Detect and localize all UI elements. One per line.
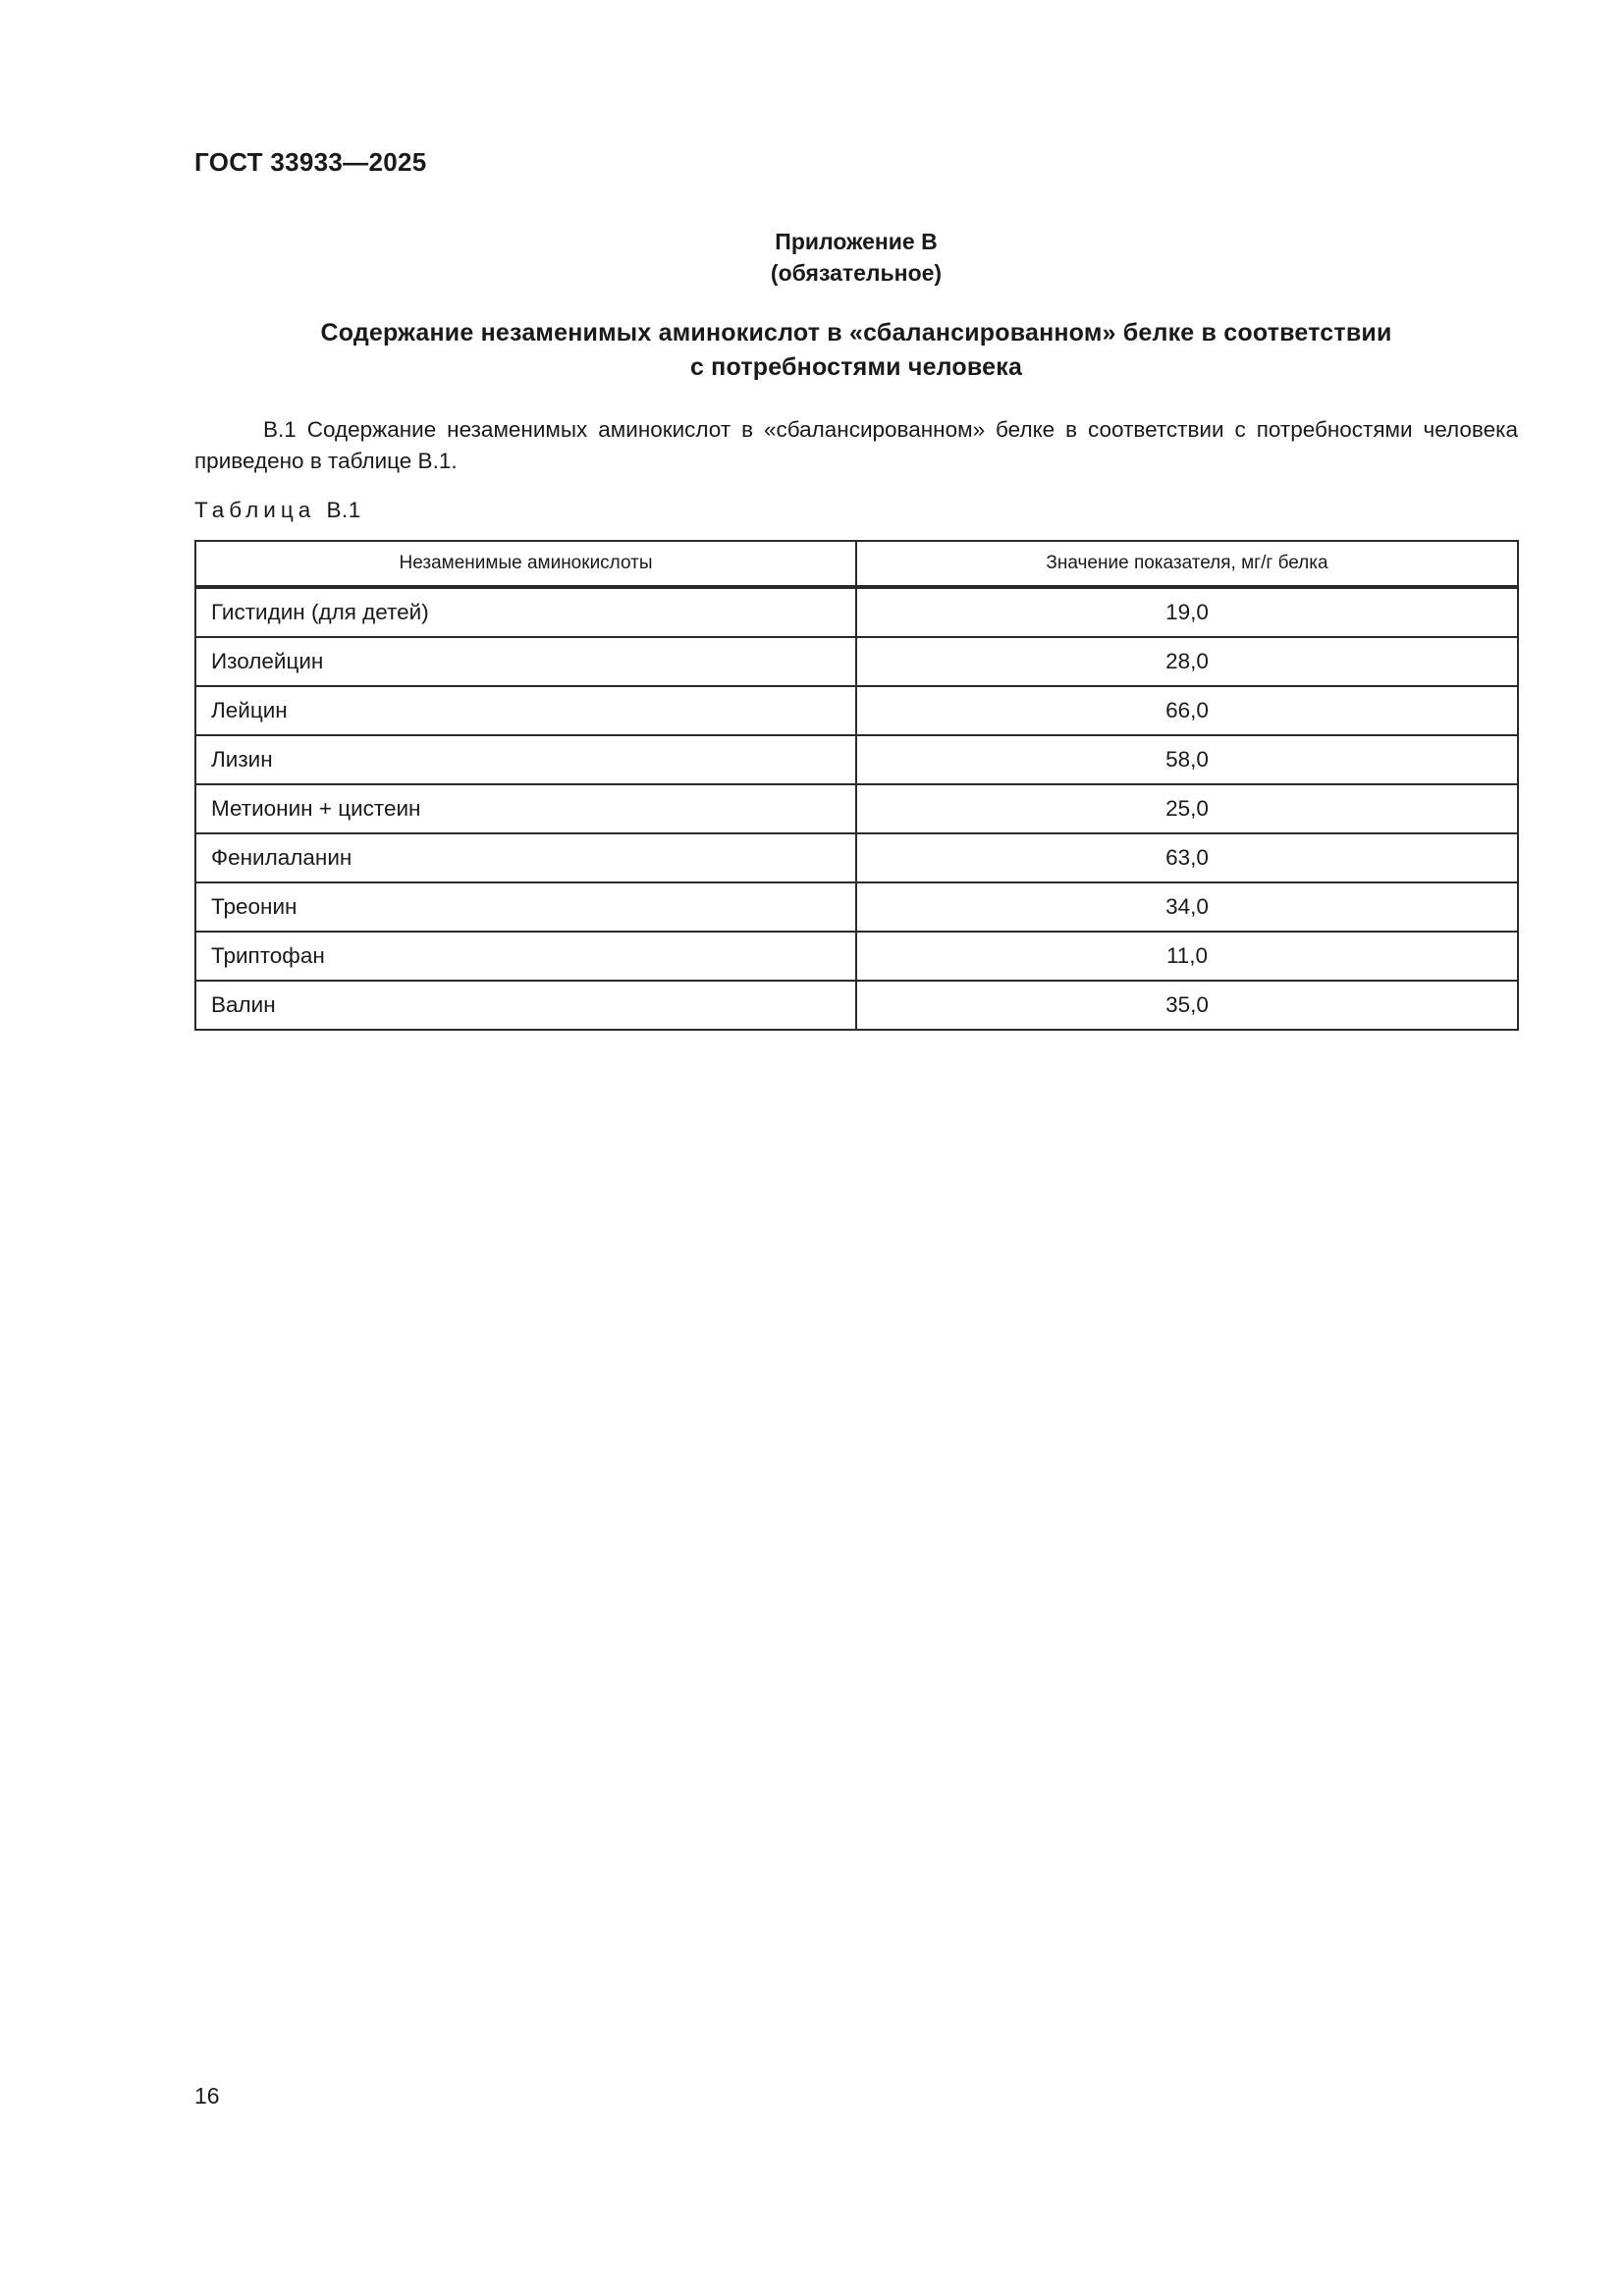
table-row bbox=[195, 833, 1518, 882]
table-row bbox=[195, 686, 1518, 735]
row-name: Метионин + цистеин bbox=[195, 784, 856, 833]
table-row bbox=[195, 637, 1518, 686]
table-row bbox=[195, 882, 1518, 932]
row-name: Треонин bbox=[195, 882, 856, 932]
row-name: Лейцин bbox=[195, 686, 856, 735]
row-value: 34,0 bbox=[856, 882, 1518, 932]
table-caption bbox=[194, 498, 361, 523]
row-name: Фенилаланин bbox=[195, 833, 856, 882]
table-row bbox=[195, 784, 1518, 833]
appendix-status: (обязательное) bbox=[770, 260, 943, 286]
row-value: 66,0 bbox=[856, 686, 1518, 735]
row-name: Лизин bbox=[195, 735, 856, 784]
body-paragraph: В.1 Содержание незаменимых аминокислот в «сбалансированном» белке в соответствии с потребностями человека приведено в таблице В.1. bbox=[194, 417, 1518, 473]
table-header-row bbox=[195, 541, 1518, 587]
row-name: Триптофан bbox=[195, 932, 856, 981]
section-heading-line-2: с потребностями человека bbox=[689, 353, 1023, 381]
row-value: 19,0 bbox=[856, 587, 1518, 637]
header-amino-acids: Незаменимые аминокислоты bbox=[195, 541, 856, 587]
section-heading-line-1: Содержание незаменимых аминокислот в «сбалансированном» белке в соответствии bbox=[320, 319, 1392, 347]
row-value: 35,0 bbox=[856, 981, 1518, 1030]
row-name: Валин bbox=[195, 981, 856, 1030]
table-row bbox=[195, 932, 1518, 981]
page-number: 16 bbox=[194, 2083, 220, 2109]
row-name: Гистидин (для детей) bbox=[195, 587, 856, 637]
section-heading bbox=[194, 316, 1518, 385]
table-caption-number: В.1 bbox=[326, 498, 361, 522]
appendix-title: Приложение В bbox=[775, 229, 938, 254]
table-caption-label: Таблица bbox=[194, 498, 316, 522]
row-value: 11,0 bbox=[856, 932, 1518, 981]
table-row bbox=[195, 735, 1518, 784]
table-row bbox=[195, 981, 1518, 1030]
row-value: 28,0 bbox=[856, 637, 1518, 686]
amino-acids-table bbox=[194, 540, 1519, 1031]
table-row bbox=[195, 587, 1518, 637]
row-value: 58,0 bbox=[856, 735, 1518, 784]
header-value: Значение показателя, мг/г белка bbox=[856, 541, 1518, 587]
row-value: 63,0 bbox=[856, 833, 1518, 882]
row-value: 25,0 bbox=[856, 784, 1518, 833]
standard-code-header: ГОСТ 33933—2025 bbox=[194, 147, 427, 177]
row-name: Изолейцин bbox=[195, 637, 856, 686]
appendix-title-block bbox=[194, 226, 1518, 289]
